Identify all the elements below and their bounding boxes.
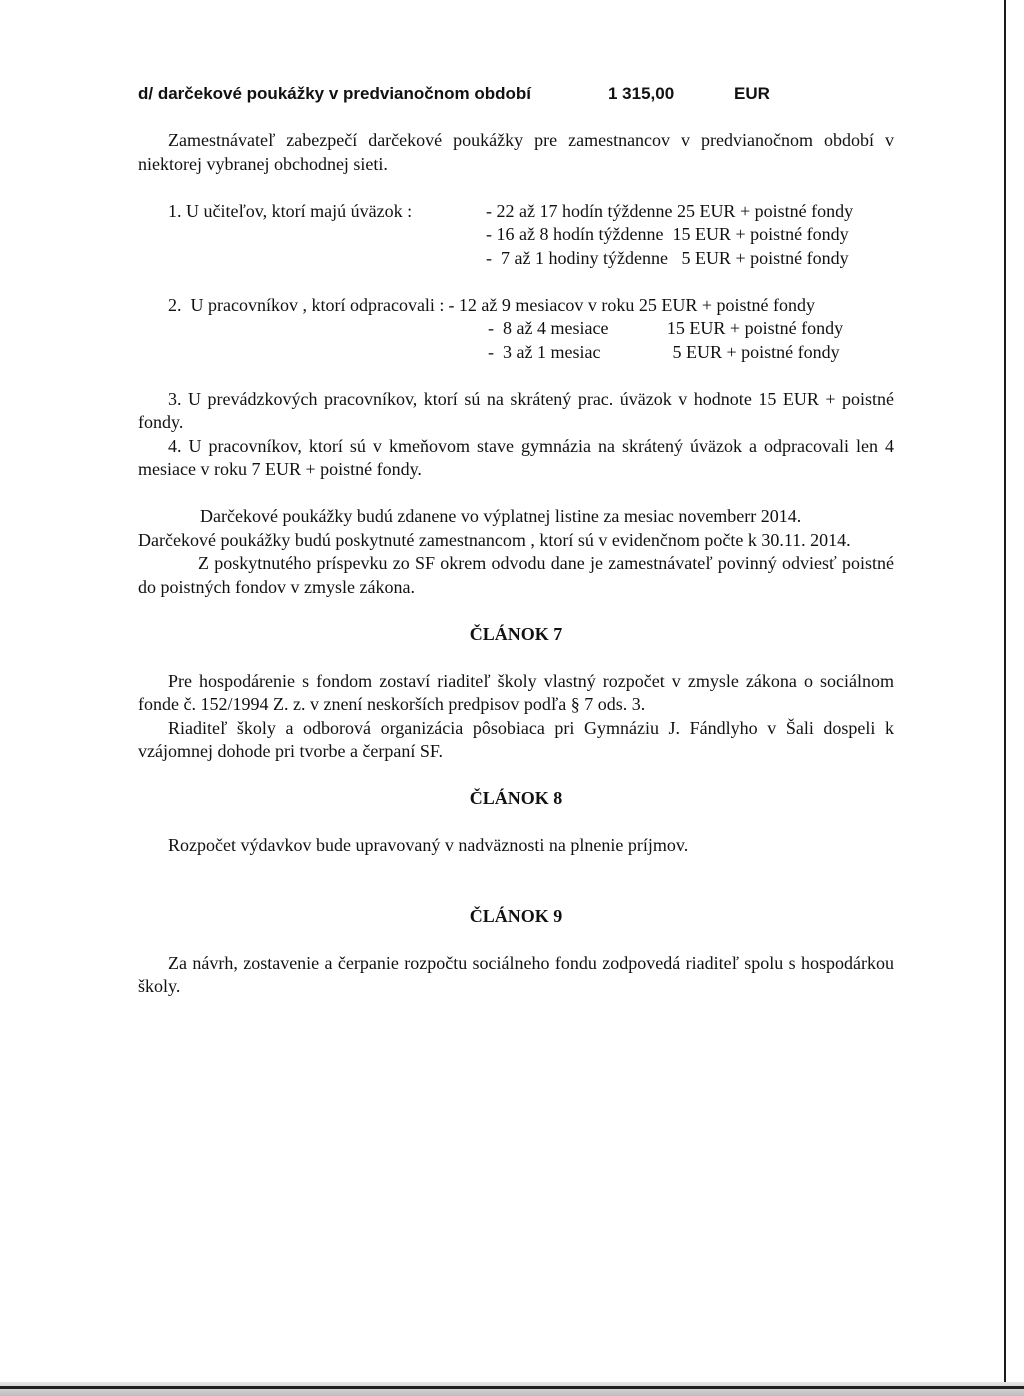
list-teachers-item: - 16 až 8 hodín týždenne 15 EUR + poistné fondy	[486, 224, 849, 244]
list-teachers-item: - 22 až 17 hodín týždenne 25 EUR + poistné fondy	[486, 200, 854, 221]
section-header	[138, 82, 894, 106]
paragraph-eligibility: Darčekové poukážky budú poskytnuté zamestnancom , ktorí sú v evidenčnom počte k 30.11. 2014.	[138, 529, 851, 550]
article-9-paragraph-1: Za návrh, zostavenie a čerpanie rozpočtu sociálneho fondu zodpovedá riaditeľ spolu s hospodárkou školy.	[138, 952, 894, 996]
article-8-paragraph-1: Rozpočet výdavkov bude upravovaný v nadväznosti na plnenie príjmov.	[168, 835, 689, 855]
list-teachers	[138, 200, 894, 224]
section-currency: EUR	[734, 84, 770, 103]
document-page	[138, 82, 894, 999]
section-amount: 1 315,00	[608, 84, 675, 103]
paragraph-insurance: Z poskytnutého príspevku zo SF okrem odvodu dane je zamestnávateľ povinný odviesť poistné do poistných fondov v zmysle zákona.	[138, 553, 894, 597]
article-9-heading: ČLÁNOK 9	[469, 905, 563, 926]
section-title: d/ darčekové poukážky v predvianočnom období	[138, 84, 531, 103]
article-7-paragraph-2: Riaditeľ školy a odborová organizácia pôsobiaca pri Gymnáziu J. Fándlyho v Šali dospeli k vzájomnej dohode pri tvorbe a čerpaní SF.	[138, 717, 894, 761]
item-3: 3. U prevádzkových pracovníkov, ktorí sú na skrátený prac. úväzok v hodnote 15 EUR + poistné fondy.	[138, 388, 894, 432]
article-7-heading: ČLÁNOK 7	[469, 623, 563, 644]
list-workers-label: 2. U pracovníkov , ktorí odpracovali :	[168, 294, 445, 315]
article-7-paragraph-1: Pre hospodárenie s fondom zostaví riaditeľ školy vlastný rozpočet v zmysle zákona o sociálnom fonde č. 152/1994 Z. z. v znení neskorších predpisov podľa § 7 ods. 3.	[138, 670, 894, 714]
page-edge-right	[1004, 0, 1006, 1396]
item-4: 4. U pracovníkov, ktorí sú v kmeňovom stave gymnázia na skrátený úväzok a odpracovali len 4 mesiace v roku 7 EUR + poistné fondy.	[138, 435, 894, 479]
page-edge-bottom	[0, 1382, 1024, 1396]
list-workers-item: - 3 až 1 mesiac 5 EUR + poistné fondy	[488, 341, 840, 362]
list-workers	[138, 294, 894, 318]
list-workers-item: - 8 až 4 mesiace 15 EUR + poistné fondy	[488, 318, 844, 338]
intro-paragraph: Zamestnávateľ zabezpečí darčekové poukážky pre zamestnancov v predvianočnom období v niektorej vybranej obchodnej sieti.	[138, 130, 894, 174]
paragraph-taxation: Darčekové poukážky budú zdanene vo výplatnej listine za mesiac novemberr 2014.	[200, 506, 802, 526]
list-teachers-label: 1. U učiteľov, ktorí majú úväzok :	[168, 200, 413, 221]
list-teachers-item: - 7 až 1 hodiny týždenne 5 EUR + poistné fondy	[486, 247, 849, 268]
article-8-heading: ČLÁNOK 8	[469, 788, 563, 808]
list-workers-item: - 12 až 9 mesiacov v roku 25 EUR + poistné fondy	[448, 294, 816, 315]
